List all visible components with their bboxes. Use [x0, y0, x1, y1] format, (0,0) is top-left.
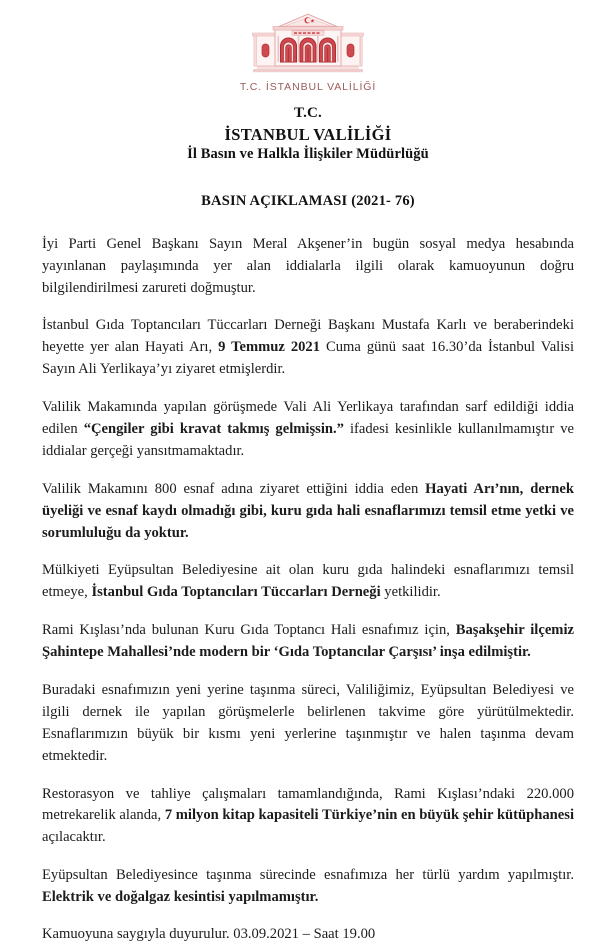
paragraph-p2	[42, 315, 574, 381]
text-run-3: ifadesi kesinlikle kullanılmamıştır ve iddialar gerçeği yansıtmamaktadır.	[42, 421, 575, 459]
paragraph-p6	[42, 620, 574, 664]
text-run-3: Cuma günü saat 16.30’da İstanbul Valisi Sayın Ali Yerlikaya’yı ziyaret etmişlerdir.	[42, 339, 575, 378]
document-header	[0, 104, 616, 164]
text-run-3: yetkilidir.	[380, 584, 441, 601]
paragraph-p9	[42, 865, 574, 909]
paragraph-p1	[42, 234, 574, 300]
text-run-1: Buradaki esnafımızın yeni yerine taşınma süreci, Valiliğimiz, Eyüpsultan Belediyesi ve ilgili dernek ile yapılan görüşmelerle belirlenen takvime göre yürütülmektedir. Esnaflarımızın büyük bir kısmı yeni yerlerine taşınmıştır ve halen taşınma devam etmektedir.	[42, 682, 574, 764]
text-run-1: Restorasyon ve tahliye çalışmaları tamamlandığında, Rami Kışlası’ndaki 220.000 metrekarelik alanda,	[42, 785, 574, 824]
text-run-1: İstanbul Gıda Toptancıları Tüccarları Derneği Başkanı Mustafa Karlı ve beraberindeki heyette yer alan Hayati Arı,	[42, 317, 574, 356]
emblem-block	[0, 0, 616, 93]
emphasis-run-2: “Çengiler gibi kravat takmış gelmişsin.”	[83, 421, 344, 438]
header-line-department: İl Basın ve Halkla İlişkiler Müdürlüğü	[187, 145, 429, 162]
paragraph-p7	[42, 680, 574, 768]
header-line-governorship: İSTANBUL VALİLİĞİ	[224, 124, 392, 144]
text-run-1: Rami Kışlası’nda bulunan Kuru Gıda Toptancı Hali esnafımız için,	[42, 622, 456, 639]
header-line-republic: T.C.	[293, 105, 323, 121]
emphasis-run-2: Elektrik ve doğalgaz kesintisi yapılmamıştır.	[42, 889, 319, 906]
paragraph-p5	[42, 560, 574, 604]
text-run-1: Mülkiyeti Eyüpsultan Belediyesine ait olan kuru gıda halindeki esnaflarımızı temsil etmeye,	[42, 562, 574, 601]
page-title: BASIN AÇIKLAMASI (2021- 76)	[201, 192, 415, 209]
text-run-3: açılacaktır.	[42, 829, 106, 846]
text-run-1: Valilik Makamını 800 esnaf adına ziyaret ettiğini iddia eden	[42, 480, 426, 497]
emphasis-run-2: Hayati Arı’nın, dernek üyeliği ve esnaf kaydı olmadığı gibi, kuru gıda hali esnaflarımızı temsil etme yetki ve sorumluluğu da yoktur.	[42, 480, 574, 541]
emphasis-run-2: İstanbul Gıda Toptancıları Tüccarları Derneği	[91, 584, 381, 601]
paragraph-p8	[42, 784, 574, 850]
document-body	[42, 234, 574, 909]
paragraph-p4	[42, 479, 574, 545]
emphasis-run-2: 9 Temmuz 2021	[218, 339, 321, 356]
text-run-1: Valilik Makamında yapılan görüşmede Vali Ali Yerlikaya tarafından sarf edildiği iddia edilen	[42, 399, 574, 438]
text-run-1: İyi Parti Genel Başkanı Sayın Meral Akşener’in bugün sosyal medya hesabında yayınlanan paylaşımında yer alan iddialarla ilgili olarak kamuoyunun doğru bilgilendirilmesi zarureti doğmuştur.	[42, 235, 574, 296]
istanbul-governorship-building-emblem-icon	[247, 12, 369, 80]
emblem-caption: T.C. İSTANBUL VALİLİĞİ	[239, 81, 377, 93]
emphasis-run-2: Başakşehir ilçemiz Şahintepe Mahallesi’nde modern bir ‘Gıda Toptancılar Çarşısı’ inşa edilmiştir.	[42, 622, 574, 661]
paragraph-p3	[42, 397, 574, 463]
text-run-1: Eyüpsultan Belediyesince taşınma sürecinde esnafımıza her türlü yardım yapılmıştır.	[42, 867, 574, 884]
emphasis-run-2: 7 milyon kitap kapasiteli Türkiye’nin en büyük şehir kütüphanesi	[164, 807, 575, 824]
closing-line: Kamuoyuna saygıyla duyurulur. 03.09.2021 – Saat 19.00	[42, 926, 376, 943]
